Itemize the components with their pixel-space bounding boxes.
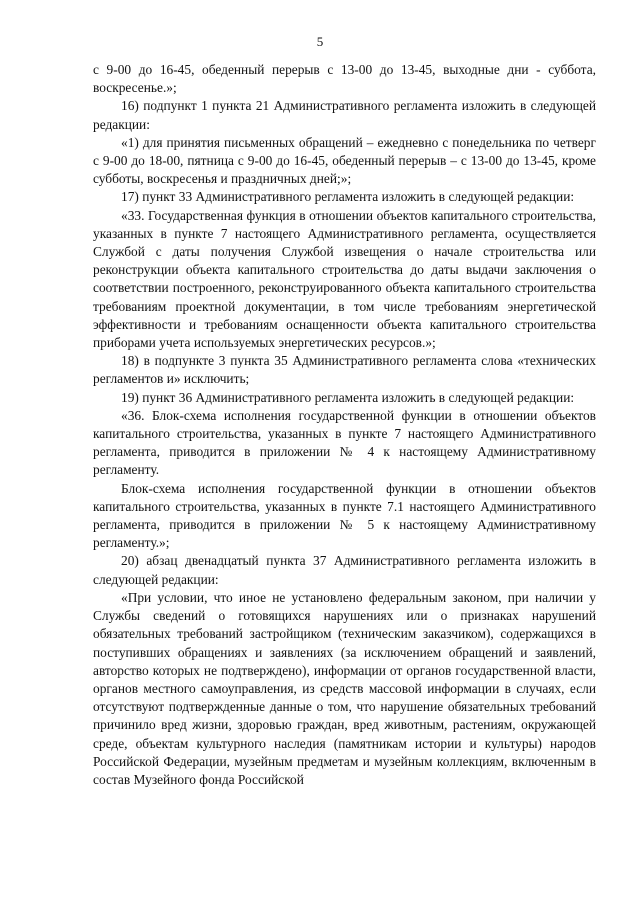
paragraph-item-19: 19) пункт 36 Административного регламента изложить в следующей редакции: <box>121 389 575 405</box>
paragraph-quote-21-1: «1) для принятия письменных обращений – ежедневно с понедельника по четверг с 9-00 до 18-00, пятница с 9-00 до 16-45, обеденный перерыв – с 13-00 до 13-45, кроме субботы, воскресенья и праздничных дней;»; <box>93 134 596 187</box>
page-number: 5 <box>316 34 324 49</box>
paragraph-quote-37: «При условии, что иное не установлено федеральным законом, при наличии у Службы сведений о готовящихся нарушениях или о признаках нарушений обязательных требований застройщиком (техническим заказчиком), содержащихся в поступивших обращениях и заявлениях (за исключением обращений и заявлений, авторство которых не подтверждено), информации от органов государственной власти, органов местного самоуправления, из средств массовой информации в случаях, если отсутствуют подтвержденные данные о том, что нарушение обязательных требований причинило вред жизни, здоровью граждан, вред животным, растениям, окружающей среде, объектам культурного наследия (памятникам истории и культуры) народов Российской Федерации, музейным предметам и музейным коллекциям, включенным в состав Музейного фонда Российской <box>93 589 596 787</box>
paragraph-item-18: 18) в подпункте 3 пункта 35 Административного регламента слова «технических регламентов и» исключить; <box>93 353 596 387</box>
document-body <box>93 61 596 789</box>
paragraph-quote-36-second: Блок-схема исполнения государственной функции в отношении объектов капитального строительства, указанных в пункте 7.1 настоящего Административного регламента, приводится в приложении № 5 к настоящему Административному регламенту.»; <box>93 480 596 551</box>
paragraph-continuation: с 9-00 до 16-45, обеденный перерыв с 13-00 до 13-45, выходные дни - суббота, воскресенье.»; <box>93 62 596 96</box>
paragraph-quote-33: «33. Государственная функция в отношении объектов капитального строительства, указанных в пункте 7 настоящего Административного регламента, осуществляется Службой с даты получения Службой извещения о начале строительства или реконструкции объекта капитального строительства до даты выдачи заключения о соответствии построенного, реконструированного объекта капитального строительства требованиям проектной документации, в том числе требованиям энергетической эффективности и требованиям оснащенности объекта капитального строительства приборами учета используемых энергетических ресурсов.»; <box>93 207 596 351</box>
paragraph-item-16: 16) подпункт 1 пункта 21 Административного регламента изложить в следующей редакции: <box>93 98 596 132</box>
paragraph-item-17: 17) пункт 33 Административного регламента изложить в следующей редакции: <box>121 189 575 205</box>
paragraph-quote-36: «36. Блок-схема исполнения государственной функции в отношении объектов капитального строительства, указанных в пункте 7 настоящего Административного регламента, приводится в приложении № 4 к настоящему Административному регламенту. <box>93 407 596 478</box>
paragraph-item-20: 20) абзац двенадцатый пункта 37 Административного регламента изложить в следующей редакции: <box>93 553 596 587</box>
